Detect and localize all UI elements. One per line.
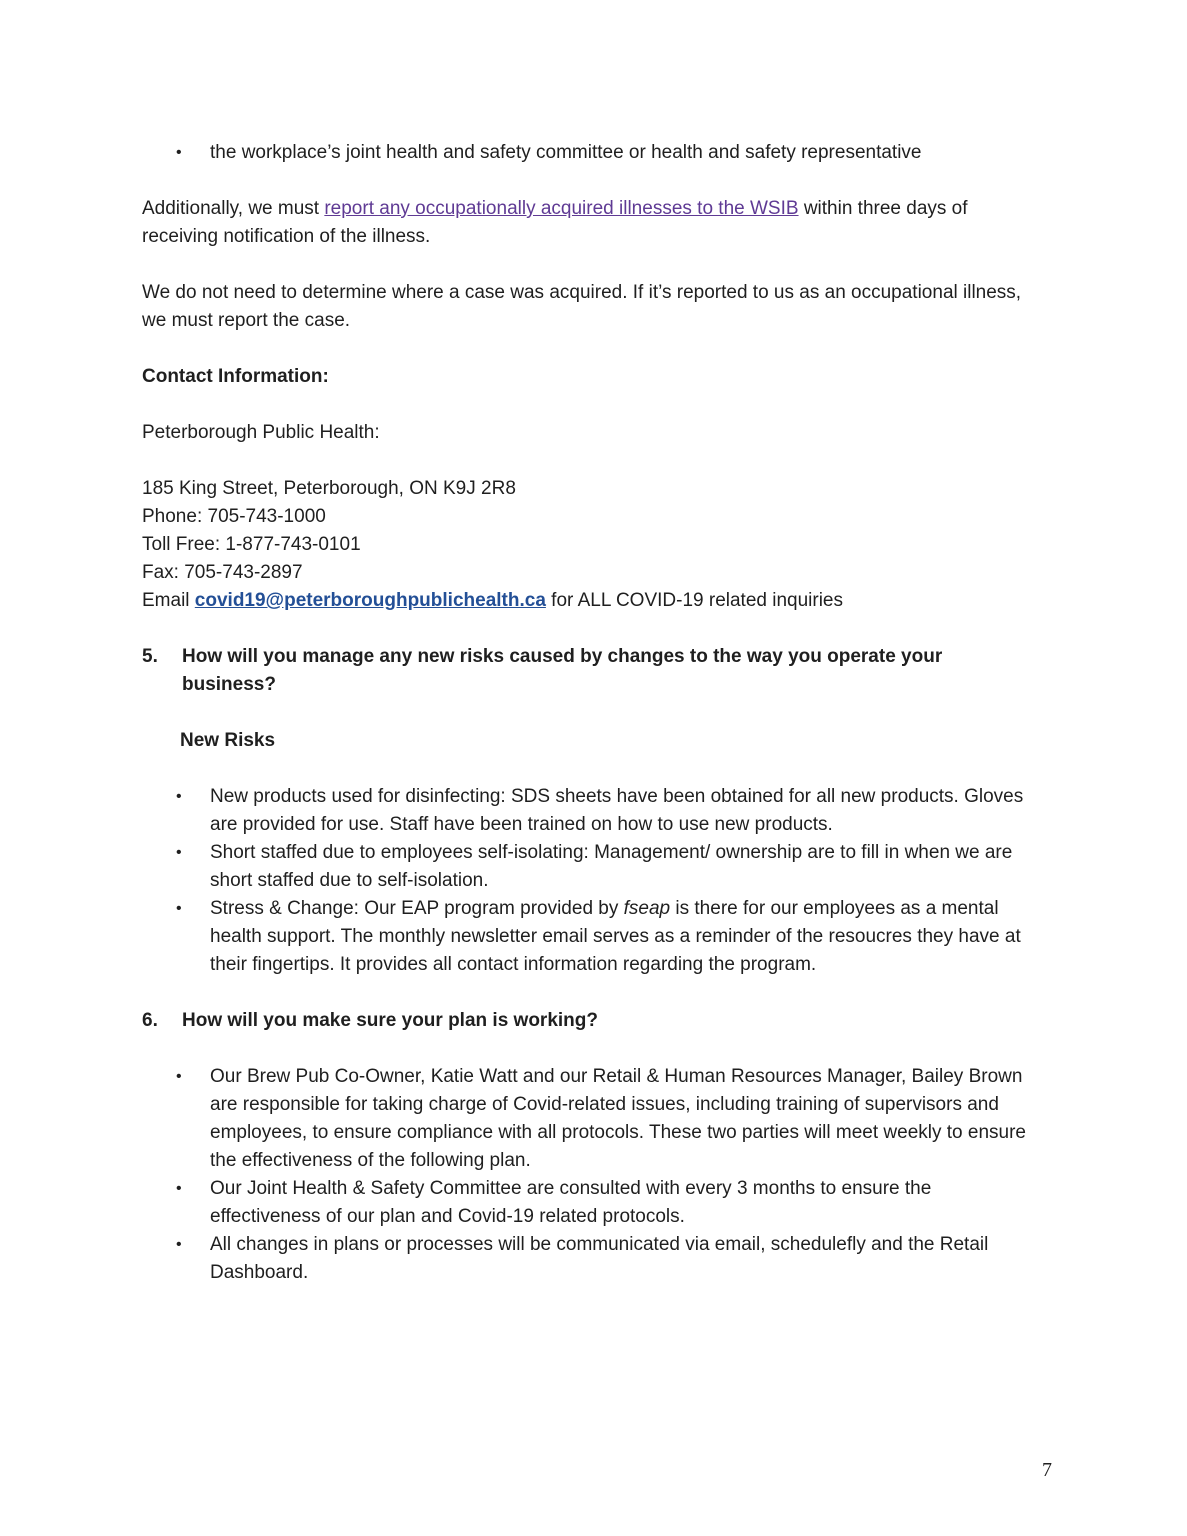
covid-email-link[interactable]: covid19@peterboroughpublichealth.ca bbox=[194, 590, 546, 611]
page-content bbox=[142, 139, 1047, 1315]
contact-details bbox=[142, 475, 1047, 615]
contact-toll-free: Toll Free: 1-877-743-0101 bbox=[142, 534, 361, 555]
contact-address: 185 King Street, Peterborough, ON K9J 2R8 bbox=[142, 478, 516, 499]
list-item-text: Short staffed due to employees self-isolating: Management/ ownership are to fill in when we are short staffed due to self-isolation. bbox=[210, 842, 1013, 891]
bullet-icon: • bbox=[176, 1068, 182, 1085]
list-item-text: Our Joint Health & Safety Committee are consulted with every 3 months to ensure the effectiveness of our plan and Covid-19 related protocols. bbox=[210, 1178, 932, 1227]
list-item-text-part: Stress & Change: Our EAP program provided by bbox=[210, 898, 624, 919]
bullet-icon: • bbox=[176, 1180, 182, 1197]
bullet-icon: • bbox=[176, 1236, 182, 1253]
bullet-icon: • bbox=[176, 844, 182, 861]
contact-email-line bbox=[142, 587, 1047, 615]
email-line-text: Email bbox=[142, 590, 195, 611]
list-item-text: New products used for disinfecting: SDS sheets have been obtained for all new products. Gloves are provided for use. Staff have been trained on how to use new products. bbox=[210, 786, 1024, 835]
list-item bbox=[142, 1231, 1047, 1287]
bullet-icon: • bbox=[176, 900, 182, 917]
list-item bbox=[142, 839, 1047, 895]
paragraph-wsib bbox=[142, 195, 1047, 251]
bullet-icon: • bbox=[176, 788, 182, 805]
list-item-text-part: is there for our employees as a mental health support. The monthly newsletter email serves as a reminder of the resoucres they have at their fingertips. It provides all contact information regarding the program. bbox=[210, 898, 1021, 975]
new-risks-subheading: New Risks bbox=[180, 730, 276, 751]
contact-phone: Phone: 705-743-1000 bbox=[142, 506, 326, 527]
question-6-bullets bbox=[142, 1063, 1047, 1287]
contact-heading: Contact Information: bbox=[142, 366, 329, 387]
wsib-report-link[interactable]: report any occupationally acquired illnesses to the WSIB bbox=[324, 198, 799, 219]
fseap-italic-text: fseap bbox=[623, 898, 671, 919]
question-6-heading bbox=[142, 1007, 1047, 1035]
page-number: 7 bbox=[1042, 1459, 1052, 1481]
question-5-number: 5. bbox=[142, 646, 158, 667]
bullet-icon: • bbox=[176, 144, 182, 161]
list-item-text bbox=[210, 895, 1047, 979]
list-item-text: All changes in plans or processes will be communicated via email, schedulefly and the Retail Dashboard. bbox=[210, 1234, 989, 1283]
email-line-text: for ALL COVID-19 related inquiries bbox=[545, 590, 843, 611]
question-6-text: How will you make sure your plan is working? bbox=[182, 1010, 598, 1031]
list-item bbox=[142, 1063, 1047, 1175]
list-item-text: the workplace’s joint health and safety committee or health and safety representative bbox=[210, 142, 922, 163]
question-6-number: 6. bbox=[142, 1010, 158, 1031]
contact-org: Peterborough Public Health: bbox=[142, 422, 380, 443]
paragraph-case: We do not need to determine where a case was acquired. If it’s reported to us as an occupational illness, we must report the case. bbox=[142, 282, 1022, 331]
paragraph-text: within three days of receiving notification of the illness. bbox=[142, 198, 968, 247]
list-item bbox=[142, 895, 1047, 979]
question-5-heading bbox=[142, 643, 1047, 699]
question-5-bullets bbox=[142, 783, 1047, 979]
list-item-text: Our Brew Pub Co-Owner, Katie Watt and our Retail & Human Resources Manager, Bailey Brown are responsible for taking charge of Covid-related issues, including training of supervisors and employees, to ensure compliance with all protocols. These two parties will meet weekly to ensure the effectiveness of the following plan. bbox=[210, 1066, 1026, 1171]
list-item bbox=[142, 783, 1047, 839]
list-item bbox=[142, 1175, 1047, 1231]
question-5-text: How will you manage any new risks caused by changes to the way you operate your business? bbox=[182, 646, 943, 695]
list-item bbox=[142, 139, 1047, 167]
contact-fax: Fax: 705-743-2897 bbox=[142, 562, 303, 583]
paragraph-text: Additionally, we must bbox=[142, 198, 325, 219]
